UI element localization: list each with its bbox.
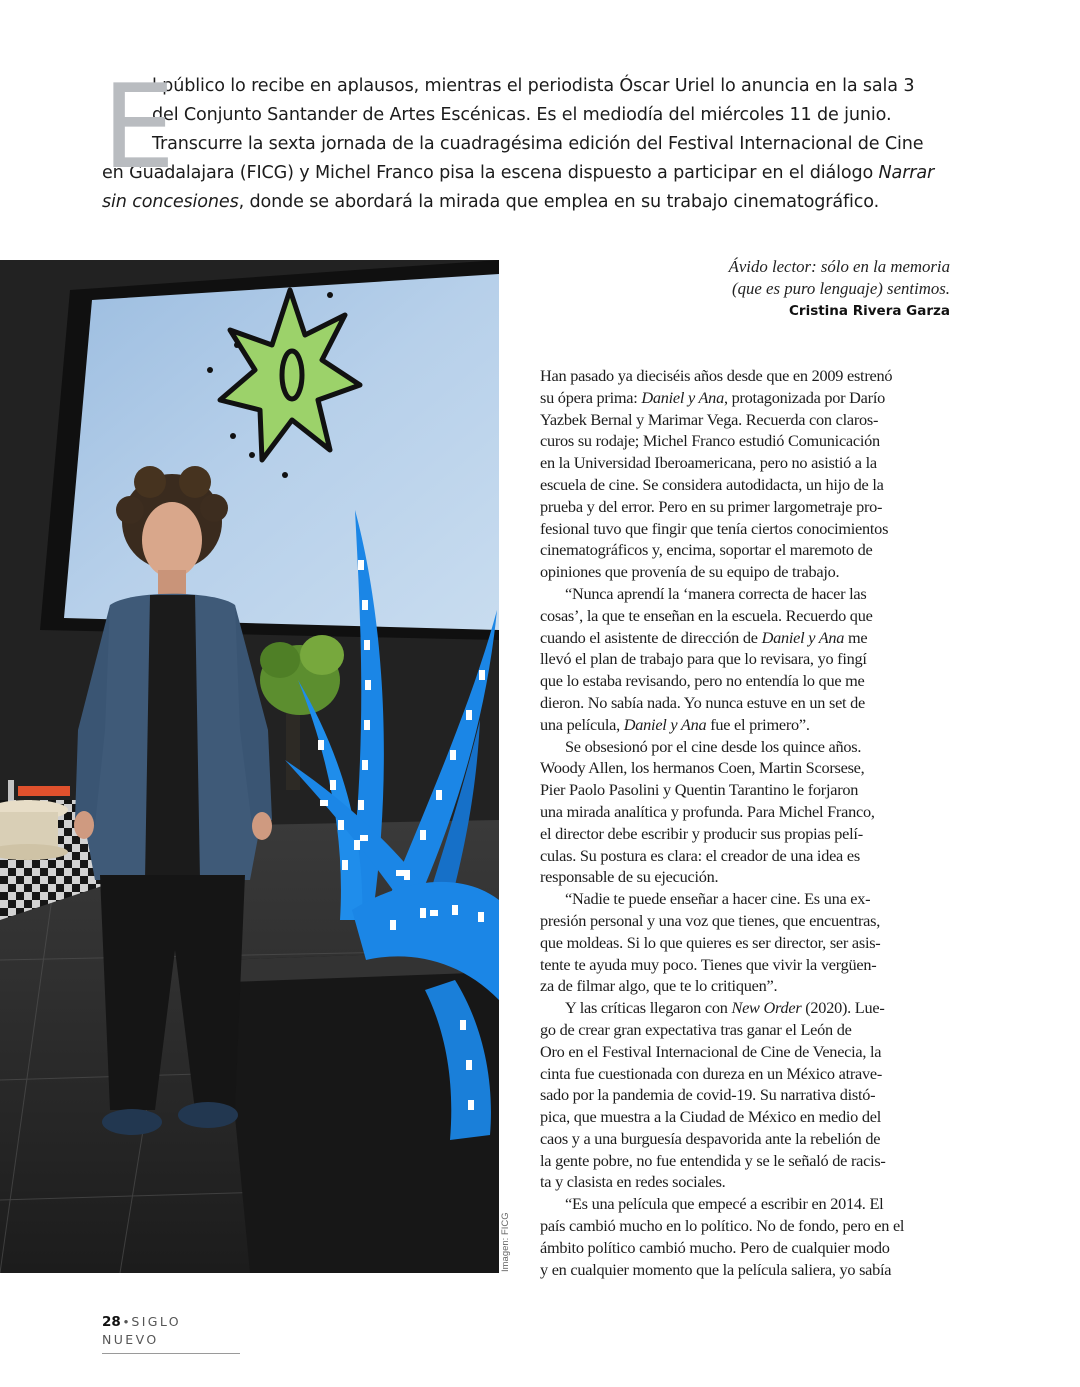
body-line <box>540 692 950 714</box>
body-line <box>540 365 950 387</box>
body-line <box>540 1084 950 1106</box>
body-text: la gente pobre, no fue entendida y se le señaló de racis- <box>540 1150 886 1170</box>
body-text: “Es una película que empecé a escribir en 2014. El <box>565 1194 884 1214</box>
body-line <box>540 1128 950 1150</box>
body-line <box>540 430 950 452</box>
body-line <box>540 605 950 627</box>
body-line <box>540 1150 950 1172</box>
body-line <box>540 1041 950 1063</box>
body-line <box>540 954 950 976</box>
body-line <box>540 1259 950 1281</box>
body-text: una mirada analítica y profunda. Para Michel Franco, <box>540 801 875 821</box>
body-line <box>540 1237 950 1259</box>
body-text: Pier Paolo Pasolini y Quentin Tarantino le forjaron <box>540 780 859 800</box>
body-text: responsable de su ejecución. <box>540 867 719 887</box>
body-line <box>540 975 950 997</box>
lead-line <box>102 72 915 101</box>
body-text: fesional tuvo que fingir que tenía ciertos conocimientos <box>540 518 889 538</box>
body-line <box>540 670 950 692</box>
body-line <box>540 1215 950 1237</box>
body-text: llevó el plan de trabajo para que lo revisara, yo fingí <box>540 649 867 669</box>
body-line <box>540 496 950 518</box>
page-footer <box>102 1313 240 1354</box>
body-text: prueba y del error. Pero en su primer largometraje pro- <box>540 496 883 516</box>
lead-text: l público lo recibe en aplausos, mientras el periodista Óscar Uriel lo anuncia en la sala 3 <box>152 76 915 96</box>
body-text: dieron. No sabía nada. Yo nunca estuve en un set de <box>540 692 866 712</box>
lead-text: , donde se abordará la mirada que emplea en su trabajo cinematográfico. <box>238 192 880 212</box>
body-text: cuando el asistente de dirección de <box>540 627 762 647</box>
body-text: “Nadie te puede enseñar a hacer cine. Es una ex- <box>565 889 871 909</box>
body-text: cinta fue cuestionada con dureza en un México atrave- <box>540 1063 883 1083</box>
body-text: Yazbek Bernal y Marimar Vega. Recuerda con claros- <box>540 409 879 429</box>
article-photo <box>0 260 499 1273</box>
page-number: 28 <box>102 1314 121 1330</box>
body-line <box>540 387 950 409</box>
body-text: curos su rodaje; Michel Franco estudió Comunicación <box>540 431 880 451</box>
body-line <box>540 757 950 779</box>
body-text: opiniones que provenía de su equipo de trabajo. <box>540 562 840 582</box>
lead-paragraph <box>102 60 935 217</box>
photo-credit-text: Imagen: FICG <box>500 1212 511 1272</box>
lead-italic-text: sin concesiones <box>102 192 239 212</box>
body-text: que lo estaba revisando, pero no entendía lo que me <box>540 671 865 691</box>
body-line <box>540 1171 950 1193</box>
lead-line <box>102 101 892 130</box>
lead-line <box>102 159 935 188</box>
body-italic-text: Daniel y Ana <box>761 627 845 647</box>
lead-line <box>102 130 924 159</box>
photo-credit <box>499 1212 513 1272</box>
body-text: sado por la pandemia de covid-19. Su narrativa distó- <box>540 1085 876 1105</box>
body-text: fue el primero”. <box>706 714 810 734</box>
lead-italic-text: Narrar <box>878 163 935 183</box>
body-text: en la Universidad Iberoamericana, pero no asistió a la <box>540 453 877 473</box>
body-line <box>540 823 950 845</box>
body-text: ta y clasista en redes sociales. <box>540 1172 726 1192</box>
body-text: su ópera prima: <box>540 387 642 407</box>
magazine-name: SIGLO NUEVO <box>102 1314 182 1347</box>
body-text: cosas’, la que te enseñan en la escuela. Recuerdo que <box>540 605 873 625</box>
body-line <box>540 1063 950 1085</box>
body-text: que moldeas. Si lo que quieres es ser director, ser asis- <box>540 932 881 952</box>
body-italic-text: New Order <box>731 998 802 1018</box>
lead-line <box>102 188 892 217</box>
body-line <box>540 736 950 758</box>
body-line <box>540 910 950 932</box>
body-text: Oro en el Festival Internacional de Cine de Venecia, la <box>540 1041 882 1061</box>
body-text: me <box>844 627 868 647</box>
body-text: el director debe escribir y producir sus propias pelí- <box>540 823 863 843</box>
drop-cap: E <box>102 60 176 195</box>
photo-illustration <box>0 260 499 1273</box>
body-text: tente te ayuda muy poco. Tienes que vivir la vergüen- <box>540 954 877 974</box>
body-text: (2020). Lue- <box>801 998 885 1018</box>
epigraph-line: (que es puro lenguaje) sentimos. <box>732 279 950 298</box>
article-body <box>540 365 950 1280</box>
lead-text: del Conjunto Santander de Artes Escénicas. Es el mediodía del miércoles 11 de junio. <box>152 105 892 125</box>
body-line <box>540 845 950 867</box>
body-line <box>540 409 950 431</box>
body-text: ámbito político cambió mucho. Pero de cualquier modo <box>540 1237 890 1257</box>
body-line <box>540 561 950 583</box>
body-line <box>540 997 950 1019</box>
body-text: go de crear gran expectativa tras ganar el León de <box>540 1019 852 1039</box>
lead-text: en Guadalajara (FICG) y Michel Franco pisa la escena dispuesto a participar en el diálogo <box>102 163 879 183</box>
body-text: cinematográficos y, encima, soportar el maremoto de <box>540 540 873 560</box>
body-text: Se obsesionó por el cine desde los quince años. <box>565 736 862 756</box>
body-text: za de filmar algo, que te lo critiquen”. <box>540 976 778 996</box>
body-text: culas. Su postura es clara: el creador de una idea es <box>540 845 860 865</box>
lead-lines <box>102 60 935 217</box>
body-line <box>540 1106 950 1128</box>
body-text: Woody Allen, los hermanos Coen, Martin Scorsese, <box>540 758 865 778</box>
body-text: presión personal y una voz que tienes, que encuentras, <box>540 910 881 930</box>
body-line <box>540 474 950 496</box>
body-text: , protagonizada por Darío <box>723 387 885 407</box>
body-line <box>540 801 950 823</box>
body-text: y en cualquier momento que la película saliera, yo sabía <box>540 1259 892 1279</box>
body-line <box>540 627 950 649</box>
body-text: caos y a una burguesía despavorida ante la rebelión de <box>540 1128 881 1148</box>
body-text: “Nunca aprendí la ‘manera correcta de hacer las <box>565 583 867 603</box>
body-text: país cambió mucho en lo político. No de fondo, pero en el <box>540 1216 905 1236</box>
body-line <box>540 779 950 801</box>
epigraph <box>729 256 950 322</box>
body-text: Han pasado ya dieciséis años desde que en 2009 estrenó <box>540 366 893 385</box>
body-italic-text: Daniel y Ana <box>641 387 724 407</box>
body-text: pica, que muestra a la Ciudad de México en medio del <box>540 1107 881 1127</box>
footer-separator: • <box>123 1314 129 1329</box>
body-line <box>540 539 950 561</box>
epigraph-author: Cristina Rivera Garza <box>789 303 950 319</box>
body-line <box>540 648 950 670</box>
body-line <box>540 1019 950 1041</box>
epigraph-line: Ávido lector: sólo en la memoria <box>728 257 950 276</box>
body-line <box>540 1193 950 1215</box>
body-italic-text: Daniel y Ana <box>623 714 707 734</box>
body-line <box>540 714 950 736</box>
body-line <box>540 452 950 474</box>
body-line <box>540 866 950 888</box>
body-line <box>540 583 950 605</box>
body-text: una película, <box>540 714 624 734</box>
body-text: Y las críticas llegaron con <box>565 998 732 1018</box>
body-line <box>540 518 950 540</box>
lead-text: Transcurre la sexta jornada de la cuadragésima edición del Festival Internacional de Cine <box>152 134 924 154</box>
body-line <box>540 888 950 910</box>
body-text: escuela de cine. Se considera autodidacta, un hijo de la <box>540 474 884 494</box>
body-line <box>540 932 950 954</box>
